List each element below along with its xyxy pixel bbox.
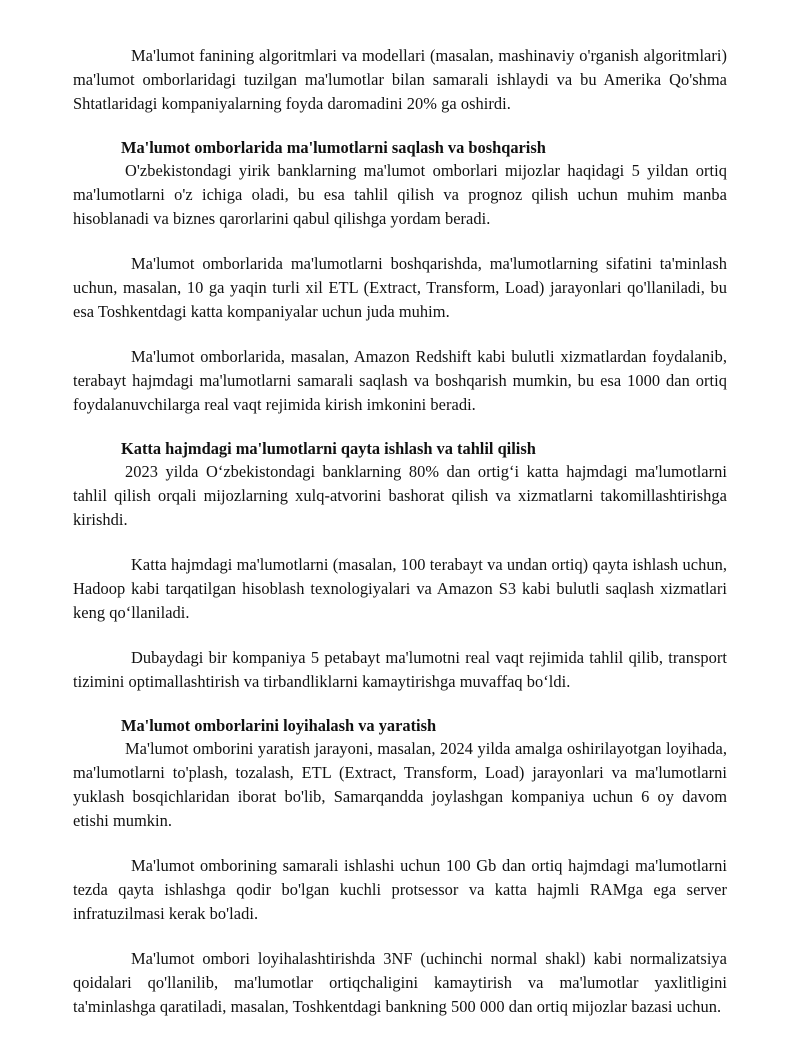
heading-design-creation: Ma'lumot omborlarini loyihalash va yaratish	[121, 716, 437, 735]
paragraph-ml-algorithms: Ma'lumot fanining algoritmlari va modellari (masalan, mashinaviy o'rganish algoritmlari) ma'lumot omborlaridagi tuzilgan ma'lumotlar bilan samarali ishlaydi va bu Amerika Qo'shma Shtatlaridagi kompaniyalarning foyda daromadini 20% ga oshirdi.	[73, 46, 727, 113]
heading-big-data-processing: Katta hajmdagi ma'lumotlarni qayta ishlash va tahlil qilish	[121, 439, 536, 458]
paragraph-dubai-company: Dubaydagi bir kompaniya 5 petabayt ma'lumotni real vaqt rejimida tahlil qilib, transport tizimini optimallashtirish va tirbandliklarni kamaytirishga muvaffaq bo‘ldi.	[73, 648, 727, 691]
paragraph-amazon-redshift: Ma'lumot omborlarida, masalan, Amazon Redshift kabi bulutli xizmatlardan foydalanib, terabayt hajmdagi ma'lumotlarni samarali saqlash va boshqarish mumkin, bu esa 1000 dan ortiq foydalanuvchilarga real vaqt rejimida kirish imkonini beradi.	[73, 347, 727, 414]
paragraph-banks-2023: 2023 yilda O‘zbekistondagi banklarning 80% dan ortig‘i katta hajmdagi ma'lumotlarni tahlil qilish orqali mijozlarning xulq-atvorini bashorat qilish va xizmatlarni takomillashtirishga kirishdi.	[73, 462, 727, 529]
heading-storage-management: Ma'lumot omborlarida ma'lumotlarni saqlash va boshqarish	[121, 138, 546, 157]
paragraph-creation-process: Ma'lumot omborini yaratish jarayoni, masalan, 2024 yilda amalga oshirilayotgan loyihada, ma'lumotlarni to'plash, tozalash, ETL (Extract, Transform, Load) jarayonlari va ma'lumotlarni yuklash bosqichlaridan iborat bo'lib, Samarqandda joylashgan kompaniya uchun 6 oy davom etishi mumkin.	[73, 739, 727, 830]
paragraph-etl-processes: Ma'lumot omborlarida ma'lumotlarni boshqarishda, ma'lumotlarning sifatini ta'minlash uchun, masalan, 10 ga yaqin turli xil ETL (Extract, Transform, Load) jarayonlari qo'llaniladi, bu esa Toshkentdagi katta kompaniyalar uchun juda muhim.	[73, 254, 727, 321]
paragraph-normalization: Ma'lumot ombori loyihalashtirishda 3NF (uchinchi normal shakl) kabi normalizatsiya qoidalari qo'llanilib, ma'lumotlar ortiqchaligini kamaytirish va ma'lumotlar yaxlitligini ta'minlashga qaratiladi, masalan, Toshkentdagi bankning 500 000 dan ortiq mijozlar bazasi uchun.	[73, 949, 727, 1016]
document-page	[73, 44, 727, 1040]
paragraph-hadoop-s3: Katta hajmdagi ma'lumotlarni (masalan, 100 terabayt va undan ortiq) qayta ishlash uchun, Hadoop kabi tarqatilgan hisoblash texnologiyalari va Amazon S3 kabi bulutli saqlash xizmatlari keng qo‘llaniladi.	[73, 555, 727, 622]
paragraph-server-infrastructure: Ma'lumot omborining samarali ishlashi uchun 100 Gb dan ortiq hajmdagi ma'lumotlarni tezda qayta ishlashga qodir bo'lgan kuchli protsessor va katta hajmli RAMga ega server infratuzilmasi kerak bo'ladi.	[73, 856, 727, 923]
paragraph-uzbek-banks: O'zbekistondagi yirik banklarning ma'lumot omborlari mijozlar haqidagi 5 yildan ortiq ma'lumotlarni o'z ichiga oladi, bu esa tahlil qilish va prognoz qilish uchun muhim manba hisoblanadi va biznes qarorlarini qabul qilishga yordam beradi.	[73, 161, 727, 228]
